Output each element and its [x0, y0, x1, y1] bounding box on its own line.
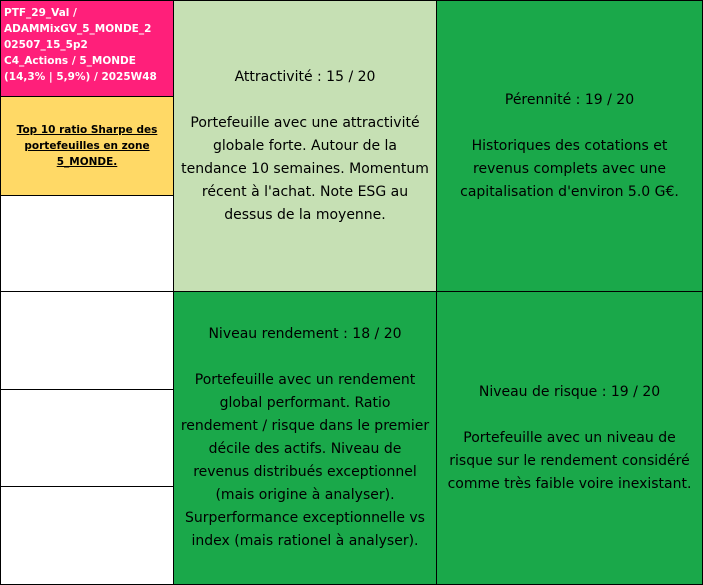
rendement-body: Portefeuille avec un rendement global performant. Ratio rendement / risque dans le premier décile des actifs. Niveau de revenus distribués exceptionnel (mais origine à analyser). Surperformance exceptionnelle vs index (mais rationel à analyser). — [180, 372, 430, 549]
portfolio-info-line-3: 02507_15_5p2 — [4, 39, 88, 51]
perennite-body: Historiques des cotations et revenus complets avec une capitalisation d'environ 5.0 G€. — [460, 137, 679, 200]
perennite-card — [436, 0, 703, 292]
attractivite-title: Attractivité : 15 / 20 — [234, 68, 376, 85]
risque-body: Portefeuille avec un niveau de risque sur le rendement considéré comme très faible voire inexistant. — [447, 429, 692, 492]
attractivite-body: Portefeuille avec une attractivité globale forte. Autour de la tendance 10 semaines. Momentum récent à l'achat. Note ESG au dessus de la moyenne. — [181, 114, 429, 223]
portfolio-info-cell — [0, 0, 174, 97]
empty-cell-1 — [0, 195, 174, 292]
empty-cell-2 — [0, 291, 174, 390]
empty-cell-3 — [0, 389, 174, 487]
empty-cell-4 — [0, 486, 174, 585]
portfolio-info-line-1: PTF_29_Val / — [4, 7, 77, 19]
risque-title: Niveau de risque : 19 / 20 — [478, 383, 661, 400]
perennite-title: Pérennité : 19 / 20 — [504, 91, 635, 108]
portfolio-info-line-4: C4_Actions / 5_MONDE — [4, 55, 136, 67]
ranking-cell — [0, 96, 174, 196]
portfolio-info-line-2: ADAMMixGV_5_MONDE_2 — [4, 23, 152, 35]
rendement-title: Niveau rendement : 18 / 20 — [208, 326, 402, 342]
portfolio-info-line-5: (14,3% | 5,9%) / 2025W48 — [4, 71, 157, 83]
ranking-label: Top 10 ratio Sharpe des portefeuilles en zone 5_MONDE. — [16, 124, 158, 168]
risque-card — [436, 291, 703, 585]
rendement-card — [173, 291, 437, 585]
attractivite-card — [173, 0, 437, 292]
